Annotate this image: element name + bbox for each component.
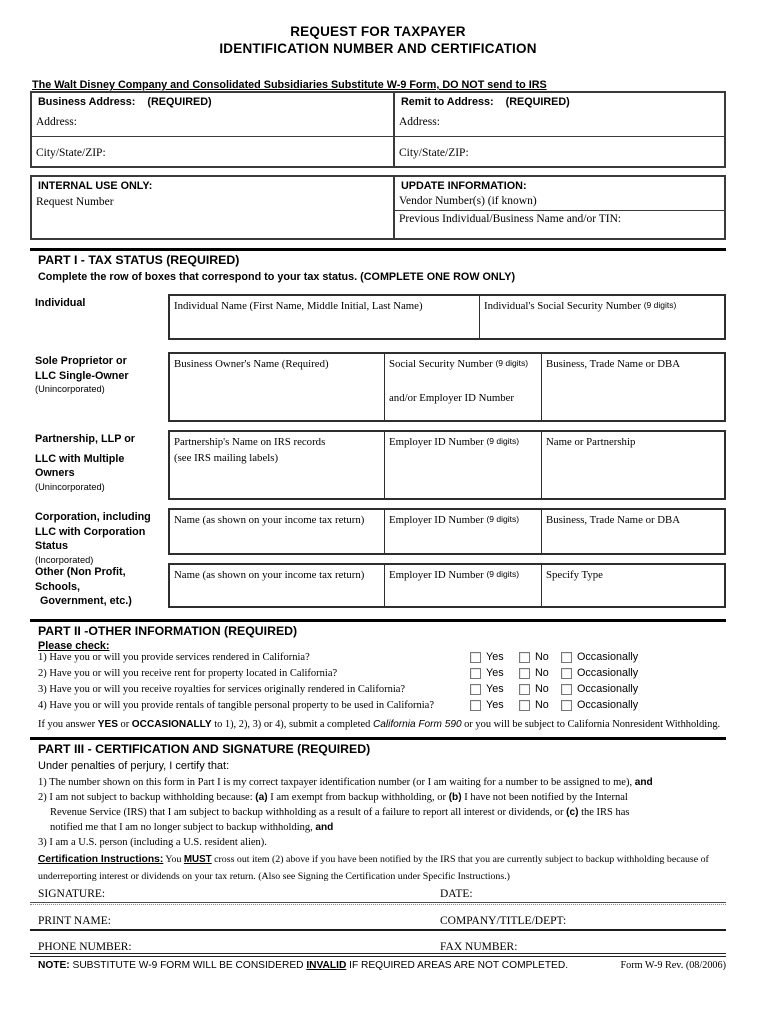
no-option xyxy=(519,667,549,679)
tax-row-sole-proprietor xyxy=(30,352,726,422)
footnote-text: or you will be subject to California Nonresident Withholding. xyxy=(461,719,721,730)
part2-footnote xyxy=(38,719,726,730)
tax-row-corporation xyxy=(30,508,726,565)
divider xyxy=(32,136,393,137)
no-label: No xyxy=(535,699,549,711)
item-text: notified me that I am no longer subject to backup withholding, xyxy=(50,822,316,833)
occasionally-label: Occasionally xyxy=(577,683,639,695)
business-address-field[interactable]: Address: xyxy=(36,116,77,128)
tax-row-other-table xyxy=(168,563,726,608)
tax-row-partnership xyxy=(30,430,726,500)
tax-row-corporation-label xyxy=(30,508,168,565)
digits-note: (9 digits) xyxy=(495,358,529,368)
question-row-1 xyxy=(38,651,726,667)
divider xyxy=(395,210,724,211)
cell-label: Partnership's Name on IRS records xyxy=(174,436,326,448)
cell-label: Name (as shown on your income tax return) xyxy=(174,569,365,581)
yes-label: Yes xyxy=(486,683,504,695)
item-bold: and xyxy=(634,777,653,788)
tax-row-individual-table xyxy=(168,294,726,340)
form-subtitle: The Walt Disney Company and Consolidated Subsidiaries Substitute W-9 Form, DO NOT send to IRS xyxy=(32,79,547,91)
label-line: Partnership, LLP or xyxy=(35,433,135,445)
cell-label: Business, Trade Name or DBA xyxy=(546,358,681,370)
remit-address-label: Remit to Address: xyxy=(401,96,494,108)
question-text: 3) Have you or will you receive royalties for services originally rendered in California? xyxy=(38,684,406,695)
no-checkbox[interactable] xyxy=(519,684,530,695)
no-checkbox[interactable] xyxy=(519,668,530,679)
yes-option xyxy=(470,651,504,663)
label-line: LLC with Multiple Owners xyxy=(35,452,125,479)
occasionally-option xyxy=(561,651,638,663)
yes-label: Yes xyxy=(486,667,504,679)
question-text: 1) Have you or will you provide services rendered in California? xyxy=(38,652,310,663)
specify-type-cell[interactable] xyxy=(542,565,724,606)
section-divider xyxy=(30,619,726,622)
remit-city-field[interactable]: City/State/ZIP: xyxy=(399,147,469,159)
occasionally-option xyxy=(561,699,638,711)
individual-name-cell[interactable] xyxy=(170,296,480,338)
item-text: 1) The number shown on this form in Part I is my correct taxpayer identification number (or I am waiting for a number to be assigned to me), xyxy=(38,777,635,788)
partnership-dba-cell[interactable] xyxy=(542,432,724,498)
certification-item-2-line1 xyxy=(38,792,726,803)
footer-note xyxy=(38,960,568,971)
no-label: No xyxy=(535,651,549,663)
part2-heading: PART II -OTHER INFORMATION (REQUIRED) xyxy=(38,624,298,638)
remit-address-heading xyxy=(401,96,570,108)
no-label: No xyxy=(535,667,549,679)
occasionally-option xyxy=(561,683,638,695)
no-option xyxy=(519,699,549,711)
item-text: I am exempt from backup withholding, or xyxy=(267,792,449,803)
section-divider xyxy=(30,737,726,740)
label-line: LLC with Corporation Status xyxy=(35,525,146,552)
part1-instruction: Complete the row of boxes that correspond to your tax status. (COMPLETE ONE ROW ONLY) xyxy=(38,271,516,283)
cert-text: You xyxy=(163,854,184,865)
digits-note: (9 digits) xyxy=(643,300,677,310)
other-name-cell[interactable] xyxy=(170,565,385,606)
cell-label: Business Owner's Name (Required) xyxy=(174,358,329,370)
label-line: Sole Proprietor or xyxy=(35,355,127,367)
no-checkbox[interactable] xyxy=(519,700,530,711)
ein-cell[interactable] xyxy=(385,432,542,498)
occasionally-checkbox[interactable] xyxy=(561,684,572,695)
please-check-label: Please check: xyxy=(38,640,110,652)
company-field[interactable]: COMPANY/TITLE/DEPT: xyxy=(440,915,567,927)
business-address-required: (REQUIRED) xyxy=(147,96,212,108)
yes-label: Yes xyxy=(486,699,504,711)
partnership-name-cell[interactable] xyxy=(170,432,385,498)
occasionally-option xyxy=(561,667,638,679)
phone-field[interactable]: PHONE NUMBER: xyxy=(38,941,132,953)
tax-row-individual-label xyxy=(30,294,168,340)
occasionally-label: Occasionally xyxy=(577,699,639,711)
form-revision: Form W-9 Rev. (08/2006) xyxy=(620,960,726,971)
note-invalid: INVALID xyxy=(306,960,347,971)
previous-name-field[interactable]: Previous Individual/Business Name and/or TIN: xyxy=(399,213,622,225)
cell-label: Name or Partnership xyxy=(546,436,636,448)
occasionally-checkbox[interactable] xyxy=(561,700,572,711)
note-label: NOTE: xyxy=(38,960,70,971)
question-text: 2) Have you or will you receive rent for property located in California? xyxy=(38,668,338,679)
no-option xyxy=(519,683,549,695)
signature-line xyxy=(30,902,726,905)
question-row-4 xyxy=(38,699,726,715)
business-address-label: Business Address: xyxy=(38,96,136,108)
request-number-field[interactable]: Request Number xyxy=(36,196,114,208)
part1-heading: PART I - TAX STATUS (REQUIRED) xyxy=(38,253,240,267)
occasionally-checkbox[interactable] xyxy=(561,668,572,679)
phone-row xyxy=(38,941,726,953)
update-info-heading: UPDATE INFORMATION: xyxy=(401,180,527,192)
signature-row xyxy=(38,888,726,900)
question-row-3 xyxy=(38,683,726,699)
note-text: IF REQUIRED AREAS ARE NOT COMPLETED. xyxy=(346,960,569,971)
update-info-box[interactable] xyxy=(395,177,724,238)
form-title xyxy=(30,24,726,57)
yes-option xyxy=(470,683,504,695)
label-note: (Unincorporated) xyxy=(35,384,105,394)
label-note: (Unincorporated) xyxy=(35,481,105,492)
print-name-line xyxy=(30,929,726,931)
no-option xyxy=(519,651,549,663)
cell-label: (see IRS mailing labels) xyxy=(174,452,279,464)
part3-heading: PART III - CERTIFICATION AND SIGNATURE (REQUIRED) xyxy=(38,742,371,756)
tax-row-sole-proprietor-label xyxy=(30,352,168,422)
tax-row-individual xyxy=(30,294,726,340)
no-label: No xyxy=(535,683,549,695)
occasionally-label: Occasionally xyxy=(577,651,639,663)
cert-text: cross out item (2) above if you have been notified by the IRS that you are currently subject to backup withholding because of underreporting interest or dividends on your tax return. (Also see Signing the Certification under Specific Instructions.) xyxy=(38,854,709,882)
date-field[interactable]: DATE: xyxy=(440,888,473,900)
print-name-field[interactable]: PRINT NAME: xyxy=(38,915,111,927)
item-bold: (b) xyxy=(448,792,462,803)
cell-label xyxy=(389,357,537,371)
footnote-yes: YES xyxy=(97,719,118,730)
form-title-line1: REQUEST FOR TAXPAYER xyxy=(290,24,466,39)
footnote-occasionally: OCCASIONALLY xyxy=(131,719,212,730)
footnote-text: to 1), 2), 3) or 4), submit a completed xyxy=(211,719,373,730)
form-content xyxy=(30,0,726,1024)
internal-use-box[interactable] xyxy=(32,177,395,238)
cell-label: Specify Type xyxy=(546,569,603,581)
occasionally-checkbox[interactable] xyxy=(561,652,572,663)
cert-must: MUST xyxy=(183,854,212,865)
label-line: LLC Single-Owner xyxy=(35,369,129,382)
cert-instructions-label: Certification Instructions: xyxy=(38,854,164,865)
digits-note: (9 digits) xyxy=(486,514,520,524)
label-line: Individual xyxy=(35,297,86,309)
footnote-form590: California Form 590 xyxy=(372,719,462,730)
tax-row-sole-proprietor-table xyxy=(168,352,726,422)
dba-cell[interactable] xyxy=(542,354,724,420)
tax-row-partnership-label xyxy=(30,430,168,500)
cell-label: Employer ID Number xyxy=(389,569,484,581)
item-text: the IRS has xyxy=(578,807,630,818)
address-box xyxy=(30,91,726,168)
digits-note: (9 digits) xyxy=(486,569,520,579)
certification-intro: Under penalties of perjury, I certify that: xyxy=(38,760,230,772)
item-bold: (c) xyxy=(566,807,579,818)
remit-address-field[interactable]: Address: xyxy=(399,116,440,128)
certification-item-3: 3) I am a U.S. person (including a U.S. resident alien). xyxy=(38,837,267,848)
digits-note: (9 digits) xyxy=(486,436,520,446)
item-text: 2) I am not subject to backup withholding because: xyxy=(38,792,256,803)
yes-checkbox[interactable] xyxy=(470,700,481,711)
divider xyxy=(395,136,724,137)
label-line: Other (Non Profit, Schools, xyxy=(35,566,126,593)
form-title-line2: IDENTIFICATION NUMBER AND CERTIFICATION xyxy=(219,40,537,56)
tax-row-corporation-table xyxy=(168,508,726,555)
business-city-field[interactable]: City/State/ZIP: xyxy=(36,147,106,159)
certification-item-2-line3 xyxy=(50,822,738,833)
signature-field[interactable]: SIGNATURE: xyxy=(38,888,106,900)
footnote-text: If you answer xyxy=(38,719,98,730)
question-text: 4) Have you or will you provide rentals of tangible personal property to be used in California? xyxy=(38,700,434,711)
no-checkbox[interactable] xyxy=(519,652,530,663)
vendor-number-field[interactable]: Vendor Number(s) (if known) xyxy=(399,195,537,207)
certification-instructions xyxy=(38,852,726,885)
owner-name-cell[interactable] xyxy=(170,354,385,420)
item-bold: (a) xyxy=(255,792,268,803)
label-note: (Incorporated) xyxy=(35,554,94,565)
cell-label: Employer ID Number xyxy=(389,436,484,448)
yes-option xyxy=(470,699,504,711)
remit-address-box[interactable] xyxy=(395,93,724,166)
cell-label: Social Security Number xyxy=(389,358,493,370)
label-line: Government, etc.) xyxy=(40,595,132,607)
yes-checkbox[interactable] xyxy=(470,684,481,695)
question-row-2 xyxy=(38,667,726,683)
cell-label: Individual Name (First Name, Middle Initial, Last Name) xyxy=(174,300,423,312)
tax-row-other xyxy=(30,563,726,608)
cell-label: Name (as shown on your income tax return) xyxy=(174,514,365,526)
item-text: I have not been notified by the Internal xyxy=(461,792,628,803)
fax-field[interactable]: FAX NUMBER: xyxy=(440,941,518,953)
item-bold: and xyxy=(315,822,334,833)
tax-row-partnership-table xyxy=(168,430,726,500)
yes-checkbox[interactable] xyxy=(470,668,481,679)
phone-line xyxy=(30,953,726,957)
other-ein-cell[interactable] xyxy=(385,565,542,606)
cell-label: Employer ID Number xyxy=(389,514,484,526)
certification-item-1 xyxy=(38,777,726,788)
info-box xyxy=(30,175,726,240)
yes-label: Yes xyxy=(486,651,504,663)
corporation-name-cell[interactable] xyxy=(170,510,385,553)
cell-label: Individual's Social Security Number xyxy=(484,300,641,312)
certification-item-2-line2 xyxy=(50,807,738,818)
tax-row-other-label xyxy=(30,563,168,608)
note-text: SUBSTITUTE W-9 FORM WILL BE CONSIDERED xyxy=(69,960,307,971)
footnote-text: or xyxy=(117,719,132,730)
corporation-dba-cell[interactable] xyxy=(542,510,724,553)
cell-label: and/or Employer ID Number xyxy=(389,392,515,404)
footer xyxy=(38,960,726,971)
section-divider xyxy=(30,248,726,251)
yes-checkbox[interactable] xyxy=(470,652,481,663)
print-name-row xyxy=(38,915,726,927)
yes-option xyxy=(470,667,504,679)
business-address-box[interactable] xyxy=(32,93,395,166)
ssn-ein-cell[interactable] xyxy=(385,354,542,420)
individual-ssn-cell[interactable] xyxy=(480,296,724,338)
label-line: Corporation, including xyxy=(35,511,151,523)
business-address-heading xyxy=(38,96,212,108)
cell-label: Business, Trade Name or DBA xyxy=(546,514,681,526)
corporation-ein-cell[interactable] xyxy=(385,510,542,553)
internal-use-heading: INTERNAL USE ONLY: xyxy=(38,180,153,192)
item-text: Revenue Service (IRS) that I am subject to backup withholding as a result of a failure to report all interest or dividends, or xyxy=(50,807,567,818)
occasionally-label: Occasionally xyxy=(577,667,639,679)
remit-address-required: (REQUIRED) xyxy=(505,96,570,108)
